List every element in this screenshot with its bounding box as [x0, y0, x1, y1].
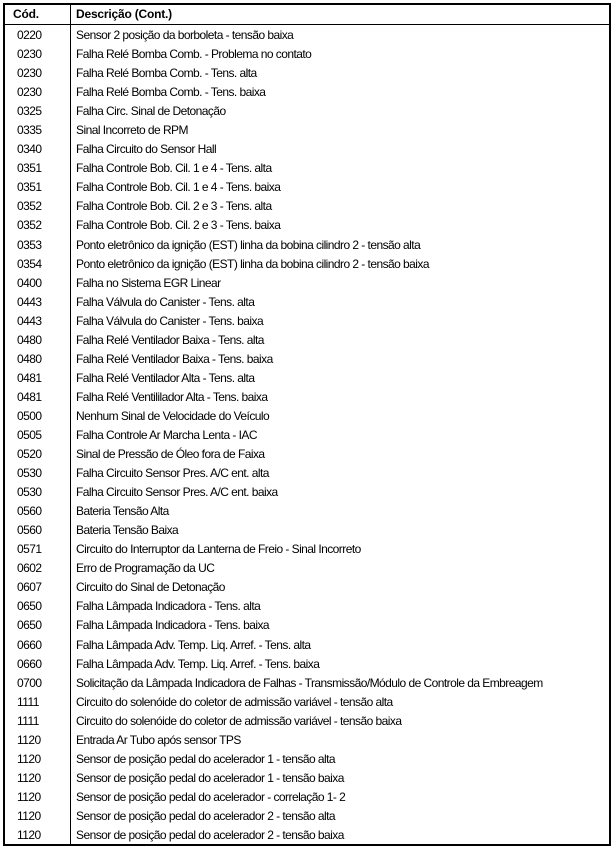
fault-code: 0354: [17, 256, 42, 271]
table-body: [5, 25, 609, 844]
fault-code: 0230: [17, 47, 42, 62]
table-row: [5, 806, 609, 825]
table-row: [5, 787, 609, 806]
fault-description: Entrada Ar Tubo após sensor TPS: [76, 732, 241, 747]
fault-description: Falha Lâmpada Indicadora - Tens. baixa: [76, 618, 270, 633]
fault-code: 0660: [17, 656, 42, 671]
fault-code: 0480: [17, 332, 42, 347]
fault-code: 0560: [17, 504, 42, 519]
fault-description: Falha Relé Ventilador Baixa - Tens. baixa: [76, 351, 273, 366]
fault-description: Solicitação da Lâmpada Indicadora de Falhas - Transmissão/Módulo de Controle da Embreagem: [76, 675, 543, 690]
table-row: [5, 120, 609, 139]
table-row: [5, 139, 609, 158]
table-row: [5, 330, 609, 349]
table-row: [5, 368, 609, 387]
fault-code: 0571: [17, 542, 42, 557]
fault-description: Falha Relé Bomba Comb. - Problema no contato: [76, 47, 312, 62]
fault-description: Circuito do solenóide do coletor de admissão variável - tensão alta: [76, 694, 393, 709]
table-row: [5, 292, 609, 311]
fault-code: 1120: [17, 732, 41, 747]
table-row: [5, 215, 609, 234]
fault-code: 1120: [17, 770, 41, 785]
fault-description: Falha Circuito do Sensor Hall: [76, 142, 217, 157]
fault-description: Bateria Tensão Baixa: [76, 523, 179, 538]
fault-description: Sensor de posição pedal do acelerador 1 - tensão alta: [76, 751, 336, 766]
fault-code: 0530: [17, 466, 42, 481]
fault-description: Falha Relé Ventilador Baixa - Tens. alta: [76, 332, 264, 347]
table-row: [5, 273, 609, 292]
table-row: [5, 25, 609, 44]
fault-code: 0352: [17, 218, 42, 233]
fault-description: Falha Lâmpada Adv. Temp. Liq. Arref. - Tens. baixa: [76, 656, 320, 671]
fault-description: Falha Circuito Sensor Pres. A/C ent. alta: [76, 466, 269, 481]
fault-code: 0443: [17, 313, 42, 328]
table-row: [5, 749, 609, 768]
fault-code: 0480: [17, 351, 42, 366]
fault-description: Circuito do solenóide do coletor de admissão variável - tensão baixa: [76, 713, 402, 728]
fault-description: Circuito do Sinal de Detonação: [76, 580, 225, 595]
table-row: [5, 406, 609, 425]
header-code: Cód.: [13, 7, 39, 21]
table-row: [5, 596, 609, 615]
table-row: [5, 768, 609, 787]
table-row: [5, 196, 609, 215]
table-row: [5, 63, 609, 82]
fault-code: 0335: [17, 123, 42, 138]
fault-code: 0560: [17, 523, 42, 538]
fault-description: Falha Controle Bob. Cil. 2 e 3 - Tens. alta: [76, 199, 272, 214]
table-row: [5, 235, 609, 254]
table-row: [5, 730, 609, 749]
fault-description: Sinal de Pressão de Óleo fora de Faixa: [76, 447, 265, 462]
fault-code: 1120: [17, 808, 41, 823]
fault-code: 0530: [17, 485, 42, 500]
table-row: [5, 577, 609, 596]
fault-description: Sensor de posição pedal do acelerador 1 - tensão baixa: [76, 770, 344, 785]
fault-description: Circuito do Interruptor da Lanterna de Freio - Sinal Incorreto: [76, 542, 361, 557]
table-row: [5, 692, 609, 711]
table-row: [5, 311, 609, 330]
fault-description: Falha Lâmpada Indicadora - Tens. alta: [76, 599, 261, 614]
fault-description: Sensor de posição pedal do acelerador - correlação 1- 2: [76, 789, 346, 804]
fault-code: 0650: [17, 618, 42, 633]
fault-description: Falha Circ. Sinal de Detonação: [76, 104, 226, 119]
fault-code: 0353: [17, 237, 42, 252]
fault-description: Falha Válvula do Canister - Tens. alta: [76, 294, 255, 309]
fault-description: Sensor de posição pedal do acelerador 2 - tensão baixa: [76, 827, 344, 842]
table-row: [5, 177, 609, 196]
table-row: [5, 101, 609, 120]
fault-code: 0220: [17, 28, 42, 42]
fault-description: Falha Relé Bomba Comb. - Tens. baixa: [76, 85, 266, 100]
fault-code: 0443: [17, 294, 42, 309]
fault-code: 0650: [17, 599, 42, 614]
fault-description: Ponto eletrônico da ignição (EST) linha da bobina cilindro 2 - tensão alta: [76, 237, 421, 252]
header-description: Descrição (Cont.): [76, 7, 172, 21]
fault-description: Bateria Tensão Alta: [76, 504, 169, 519]
table-row: [5, 615, 609, 634]
fault-description: Falha Circuito Sensor Pres. A/C ent. baixa: [76, 485, 278, 500]
fault-code: 0602: [17, 561, 42, 576]
fault-description: Sensor 2 posição da borboleta - tensão baixa: [76, 28, 294, 42]
fault-description: Sinal Incorreto de RPM: [76, 123, 188, 138]
fault-description: Sensor de posição pedal do acelerador 2 - tensão alta: [76, 808, 336, 823]
fault-code: 0481: [17, 389, 42, 404]
fault-code: 0325: [17, 104, 42, 119]
table-row: [5, 558, 609, 577]
table-row: [5, 539, 609, 558]
fault-code: 0230: [17, 66, 42, 81]
fault-code: 0340: [17, 142, 42, 157]
fault-description: Falha Relé Ventilador Alta - Tens. alta: [76, 370, 255, 385]
fault-code: 0607: [17, 580, 42, 595]
fault-code: 0400: [17, 275, 42, 290]
table-row: [5, 44, 609, 63]
fault-code: 0351: [17, 161, 42, 176]
table-row: [5, 711, 609, 730]
table-header: [5, 5, 609, 25]
fault-description: Nenhum Sinal de Velocidade do Veículo: [76, 408, 270, 423]
fault-description: Falha no Sistema EGR Linear: [76, 275, 221, 290]
table-row: [5, 463, 609, 482]
fault-description: Falha Lâmpada Adv. Temp. Liq. Arref. - Tens. alta: [76, 637, 311, 652]
fault-code: 0520: [17, 447, 42, 462]
fault-code: 1111: [17, 694, 39, 709]
fault-description: Ponto eletrônico da ignição (EST) linha da bobina cilindro 2 - tensão baixa: [76, 256, 429, 271]
table-row: [5, 158, 609, 177]
table-row: [5, 444, 609, 463]
fault-code: 0351: [17, 180, 42, 195]
fault-description: Falha Relé Bomba Comb. - Tens. alta: [76, 66, 257, 81]
fault-code: 0660: [17, 637, 42, 652]
fault-description: Falha Controle Bob. Cil. 1 e 4 - Tens. baixa: [76, 180, 281, 195]
table-row: [5, 520, 609, 539]
table-row: [5, 82, 609, 101]
fault-description: Falha Controle Bob. Cil. 2 e 3 - Tens. baixa: [76, 218, 281, 233]
fault-code: 1120: [17, 789, 41, 804]
table-row: [5, 387, 609, 406]
fault-description: Falha Controle Ar Marcha Lenta - IAC: [76, 427, 257, 442]
fault-code: 0700: [17, 675, 42, 690]
table-row: [5, 482, 609, 501]
fault-code: 0481: [17, 370, 42, 385]
fault-description: Erro de Programação da UC: [76, 561, 215, 576]
table-row: [5, 425, 609, 444]
table-row: [5, 654, 609, 673]
fault-code: 1111: [17, 713, 39, 728]
fault-description: Falha Controle Bob. Cil. 1 e 4 - Tens. alta: [76, 161, 272, 176]
table-row: [5, 501, 609, 520]
fault-code: 0500: [17, 408, 42, 423]
fault-code: 1120: [17, 751, 41, 766]
fault-code: 0230: [17, 85, 42, 100]
fault-code: 0505: [17, 427, 42, 442]
fault-code-table: [3, 3, 611, 846]
table-row: [5, 254, 609, 273]
fault-code: 0352: [17, 199, 42, 214]
fault-description: Falha Relé Ventililador Alta - Tens. baixa: [76, 389, 268, 404]
table-row: [5, 673, 609, 692]
table-row: [5, 635, 609, 654]
table-row: [5, 825, 609, 844]
fault-description: Falha Válvula do Canister - Tens. baixa: [76, 313, 264, 328]
fault-code: 1120: [17, 827, 41, 842]
table-row: [5, 349, 609, 368]
